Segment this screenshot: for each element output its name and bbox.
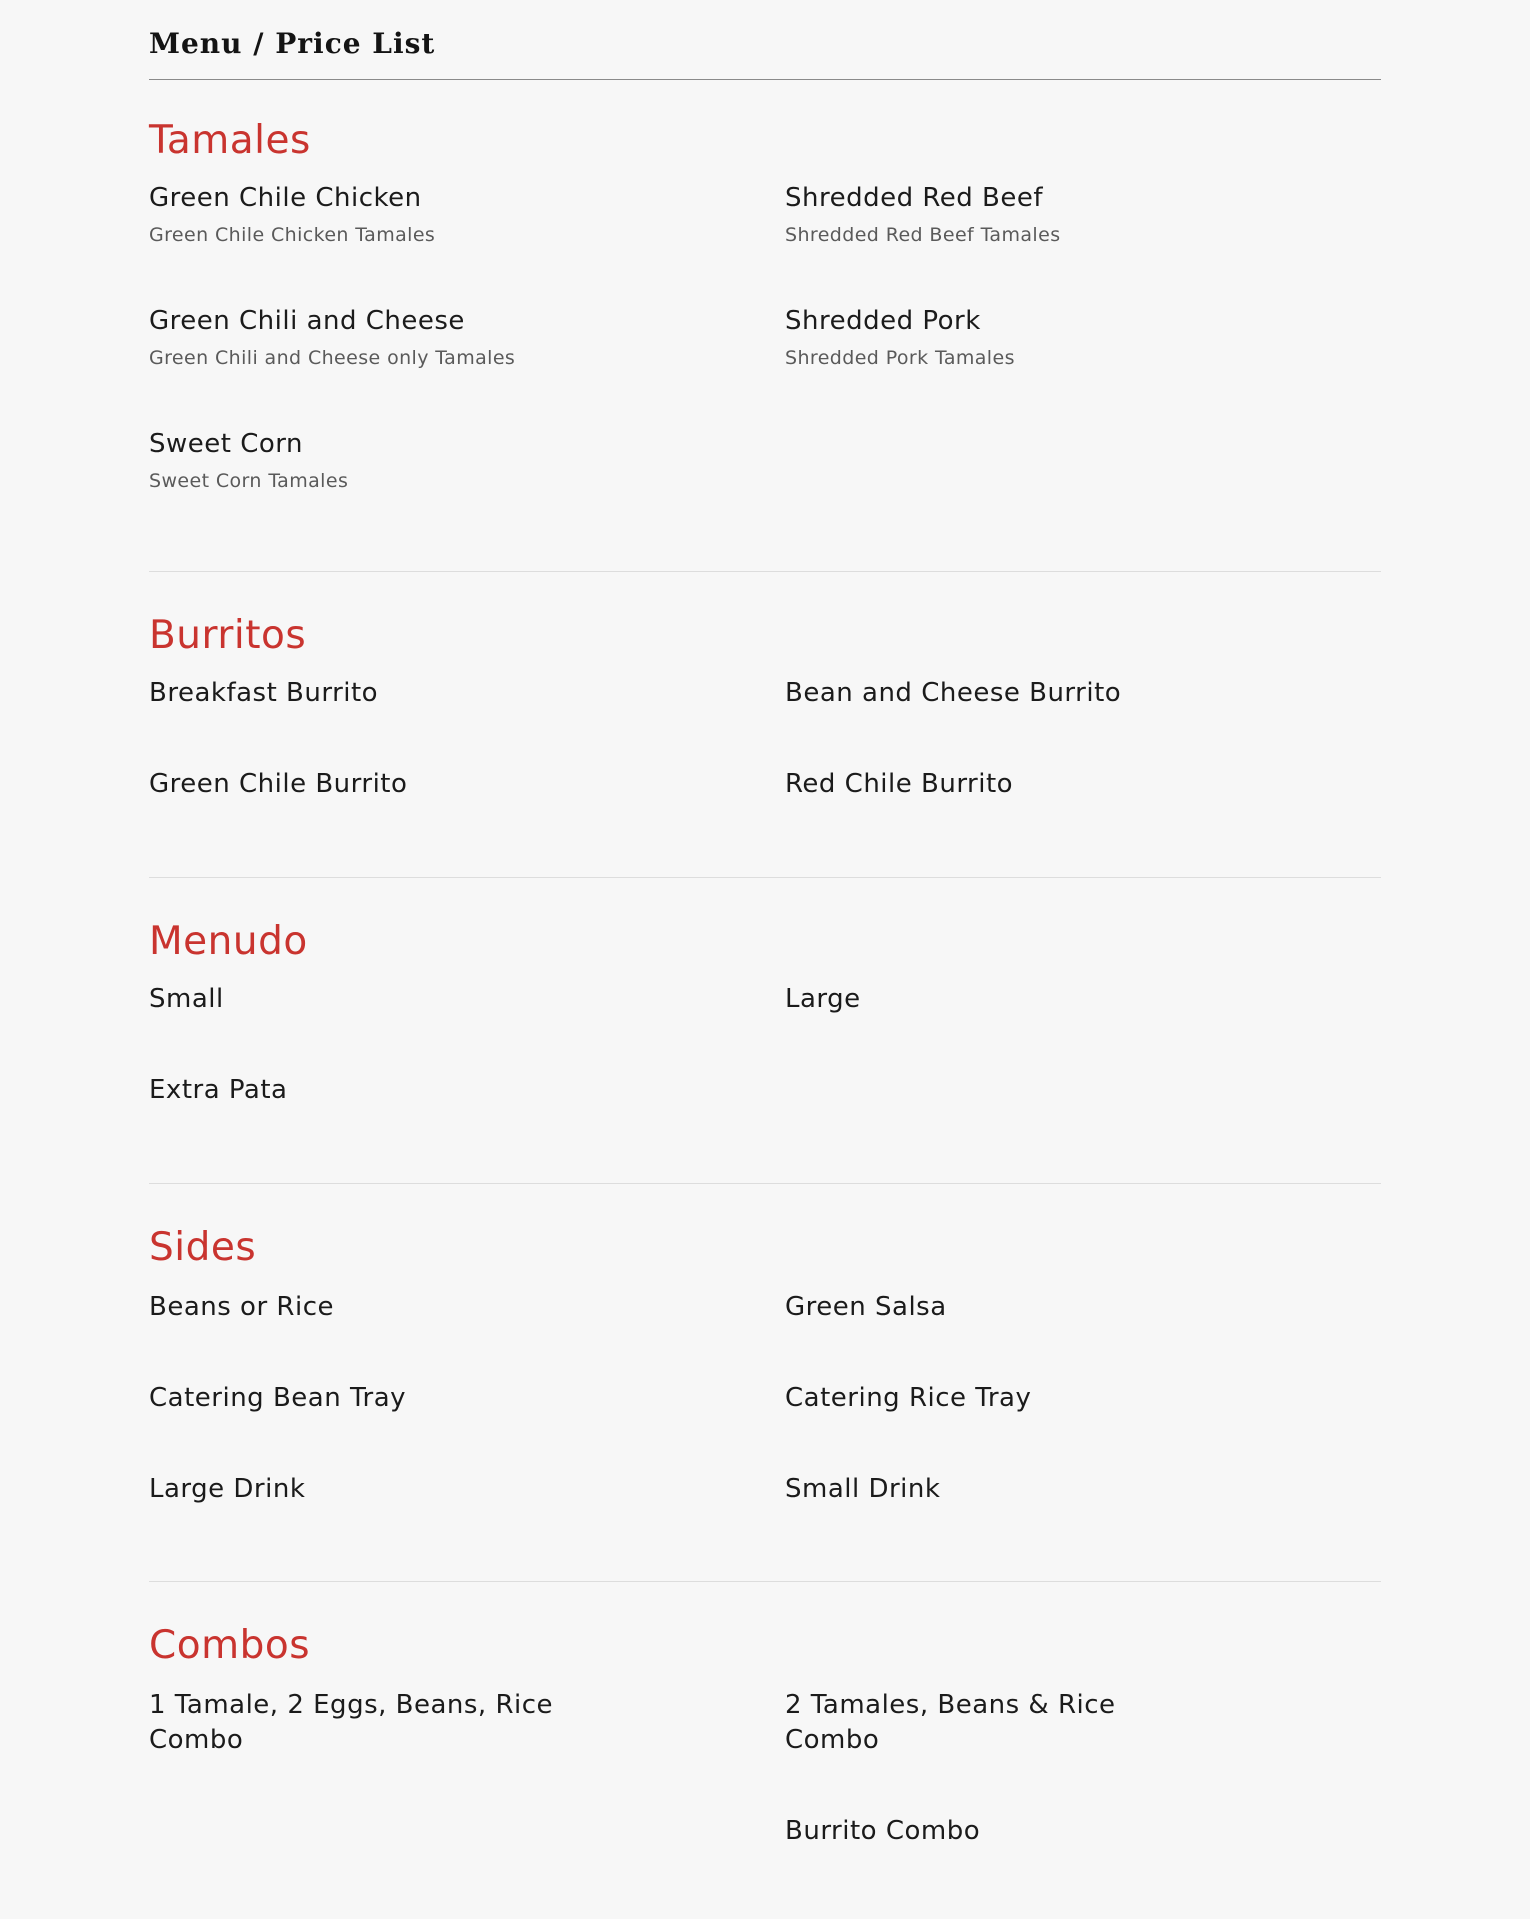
section-title-menudo: Menudo: [149, 919, 308, 964]
section-burritos: [149, 572, 1381, 878]
menu-item-catering-bean-tray: [149, 1381, 785, 1472]
item-name: Green Salsa: [785, 1292, 947, 1322]
item-name: Catering Rice Tray: [785, 1383, 1032, 1413]
sides-items: [149, 1290, 1381, 1563]
item-description: Shredded Red Beef Tamales: [785, 224, 1061, 246]
item-description: Sweet Corn Tamales: [149, 470, 349, 492]
item-name: Extra Pata: [149, 1075, 288, 1105]
section-title-tamales: Tamales: [149, 118, 311, 163]
section-combos: [149, 1582, 1381, 1919]
menu-item-shredded-red-beef: [785, 181, 1381, 304]
item-description: Shredded Pork Tamales: [785, 347, 1015, 369]
item-name: Large Drink: [149, 1474, 306, 1504]
item-name: Shredded Red Beef: [785, 183, 1044, 213]
menu-item-green-chile-burrito: [149, 767, 785, 858]
menu-item-large: [785, 982, 1381, 1073]
section-title-sides: Sides: [149, 1225, 257, 1270]
item-name: 1 Tamale, 2 Eggs, Beans, Rice Combo: [149, 1690, 554, 1755]
empty-grid-slot: [149, 1814, 785, 1919]
item-name: Sweet Corn: [149, 429, 303, 459]
item-name: Green Chili and Cheese: [149, 306, 465, 336]
menu-item-bean-and-cheese-burrito: [785, 676, 1381, 767]
page-title: Menu / Price List: [149, 27, 436, 60]
menu-item-catering-rice-tray: [785, 1381, 1381, 1472]
menu-item-green-salsa: [785, 1290, 1381, 1381]
combos-items: [149, 1688, 1381, 1919]
menu-item-green-chile-chicken: [149, 181, 785, 304]
item-name: Green Chile Chicken: [149, 183, 422, 213]
item-name: Large: [785, 984, 861, 1014]
menu-item-shredded-pork: [785, 304, 1381, 427]
page-header: [149, 0, 1381, 80]
item-name: Burrito Combo: [785, 1816, 981, 1846]
burritos-items: [149, 676, 1381, 858]
tamales-items: [149, 181, 1381, 550]
section-sides: [149, 1184, 1381, 1582]
section-title-combos: Combos: [149, 1623, 311, 1668]
menu-item-breakfast-burrito: [149, 676, 785, 767]
menudo-items: [149, 982, 1381, 1164]
menu-item-green-chili-and-cheese: [149, 304, 785, 427]
item-name: Red Chile Burrito: [785, 769, 1014, 799]
menu-item-extra-pata: [149, 1073, 785, 1164]
item-name: Green Chile Burrito: [149, 769, 408, 799]
menu-item-tamales-beans-rice-combo: [785, 1688, 1381, 1814]
menu-item-sweet-corn: [149, 427, 785, 550]
menu-item-burrito-combo: [785, 1814, 1381, 1919]
menu-item-red-chile-burrito: [785, 767, 1381, 858]
menu-item-small: [149, 982, 785, 1073]
section-tamales: [149, 80, 1381, 572]
menu-item-small-drink: [785, 1472, 1381, 1563]
item-description: Green Chili and Cheese only Tamales: [149, 347, 516, 369]
item-name: Beans or Rice: [149, 1292, 334, 1322]
item-name: Breakfast Burrito: [149, 678, 379, 708]
menu-item-tamale-eggs-combo: [149, 1688, 785, 1814]
section-menudo: [149, 878, 1381, 1184]
item-name: Small Drink: [785, 1474, 941, 1504]
item-name: 2 Tamales, Beans & Rice Combo: [785, 1690, 1116, 1755]
item-name: Catering Bean Tray: [149, 1383, 407, 1413]
item-name: Shredded Pork: [785, 306, 981, 336]
item-description: Green Chile Chicken Tamales: [149, 224, 436, 246]
item-name: Small: [149, 984, 224, 1014]
section-title-burritos: Burritos: [149, 613, 307, 658]
menu-item-large-drink: [149, 1472, 785, 1563]
menu-item-beans-or-rice: [149, 1290, 785, 1381]
item-name: Bean and Cheese Burrito: [785, 678, 1122, 708]
